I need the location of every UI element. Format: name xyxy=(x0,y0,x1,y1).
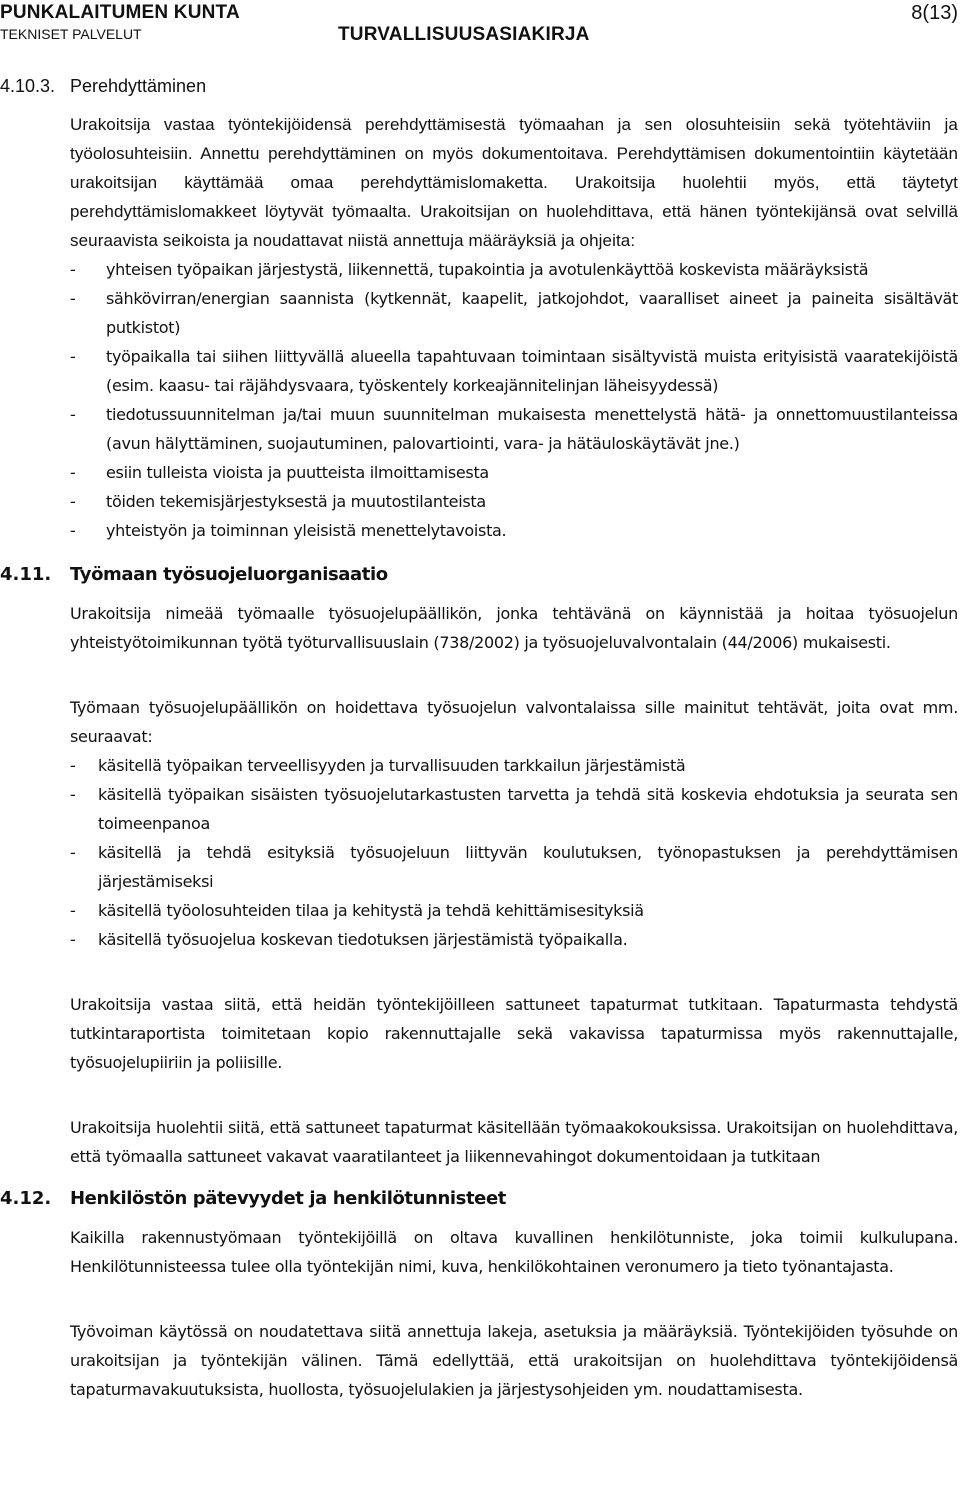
list-item: - tiedotussuunnitelman ja/tai muun suunnitelman mukaisesta menettelystä hätä- ja onnettomuustilanteissa (avun hälyttäminen, suojautuminen, palovartiointi, vara- ja hätäuloskäytävät jne.) xyxy=(70,400,958,458)
document-body xyxy=(0,72,958,1404)
section-number: 4.12. xyxy=(0,1188,52,1209)
section-title: Perehdyttäminen xyxy=(70,76,207,96)
list-item: - yhteisen työpaikan järjestystä, liikennettä, tupakointia ja avotulenkäyttöä koskevista määräyksistä xyxy=(70,255,958,284)
list-item: - käsitellä työolosuhteiden tilaa ja kehitystä ja tehdä kehittämisesityksiä xyxy=(70,896,958,925)
section-heading-4-12 xyxy=(0,1185,958,1213)
section-title: Henkilöstön pätevyydet ja henkilötunnisteet xyxy=(70,1188,506,1209)
section-number: 4.11. xyxy=(0,564,52,585)
bullet-list-safety-duties xyxy=(70,751,958,954)
paragraph: Urakoitsija huolehtii siitä, että sattuneet tapaturmat käsitellään työmaakokouksissa. Urakoitsijan on huolehdittava, että työmaalla sattuneet vakavat vaaratilanteet ja liikennevahingot dokumentoidaan ja tutkitaan xyxy=(70,1118,958,1166)
list-item: - yhteistyön ja toiminnan yleisistä menettelytavoista. xyxy=(70,516,958,545)
paragraph: Urakoitsija nimeää työmaalle työsuojelupäällikön, jonka tehtävänä on käynnistää ja hoitaa työsuojelun yhteistyötoimikunnan työtä työturvallisuuslain (738/2002) ja työsuojeluvalvontalain (44/2006) mukaisesti. xyxy=(70,604,958,652)
paragraph: Urakoitsija vastaa siitä, että heidän työntekijöilleen sattuneet tapaturmat tutkitaan. Tapaturmasta tehdystä tutkintaraportista toimitetaan kopio rakennuttajalle sekä vakavissa tapaturmissa myös rakennuttajalle, työsuojelupiiriin ja poliisille. xyxy=(70,995,958,1072)
bullet-list-induction xyxy=(70,255,958,545)
paragraph: Työmaan työsuojelupäällikön on hoidettava työsuojelun valvontalaissa sille mainitut tehtävät, joita ovat mm. seuraavat: xyxy=(70,698,958,746)
list-item: - käsitellä ja tehdä esityksiä työsuojeluun liittyvän koulutuksen, työnopastuksen ja perehdyttämisen järjestämiseksi xyxy=(70,838,958,896)
document-title: TURVALLISUUSASIAKIRJA xyxy=(338,24,590,45)
section-number: 4.10.3. xyxy=(0,76,56,96)
section-title: Työmaan työsuojeluorganisaatio xyxy=(70,564,388,585)
department-name: TEKNISET PALVELUT xyxy=(0,26,142,42)
list-item: - käsitellä työpaikan terveellisyyden ja turvallisuuden tarkkailun järjestämistä xyxy=(70,751,958,780)
page-number: 8(13) xyxy=(911,2,958,24)
list-item: - töiden tekemisjärjestyksestä ja muutostilanteista xyxy=(70,487,958,516)
list-item: - työpaikalla tai siihen liittyvällä alueella tapahtuvaan toimintaan sisältyvistä muista erityisistä vaaratekijöistä (esim. kaasu- tai räjähdysvaara, työskentely korkeajännitelinjan läheisyydessä) xyxy=(70,342,958,400)
list-item: - käsitellä työsuojelua koskevan tiedotuksen järjestämistä työpaikalla. xyxy=(70,925,958,954)
paragraph: Urakoitsija vastaa työntekijöidensä perehdyttämisestä työmaahan ja sen olosuhteisiin sekä työtehtäviin ja työolosuhteisiin. Annettu perehdyttäminen on myös dokumentoitava. Perehdyttämisen dokumentointiin käytetään urakoitsijan käyttämää omaa perehdyttämislomaketta. Urakoitsija huolehtii myös, että täytetyt perehdyttämislomakkeet löytyvät työmaalta. Urakoitsijan on huolehdittava, että hänen työntekijänsä ovat selvillä seuraavista seikoista ja noudattavat niistä annettuja määräyksiä ja ohjeita: xyxy=(70,115,958,250)
paragraph: Kaikilla rakennustyömaan työntekijöillä on oltava kuvallinen henkilötunniste, joka toimii kulkulupana. Henkilötunnisteessa tulee olla työntekijän nimi, kuva, henkilökohtainen veronumero ja tieto työnantajasta. xyxy=(70,1228,958,1276)
list-item: - sähkövirran/energian saannista (kytkennät, kaapelit, jatkojohdot, vaaralliset aineet ja paineita sisältävät putkistot) xyxy=(70,284,958,342)
section-heading-4-11 xyxy=(0,561,958,589)
organization-name: PUNKALAITUMEN KUNTA xyxy=(0,2,240,23)
section-heading-4-10-3 xyxy=(0,72,958,101)
list-item: - käsitellä työpaikan sisäisten työsuojelutarkastusten tarvetta ja tehdä sitä koskevia ehdotuksia ja seurata sen toimeenpanoa xyxy=(70,780,958,838)
list-item: - esiin tulleista vioista ja puutteista ilmoittamisesta xyxy=(70,458,958,487)
paragraph: Työvoiman käytössä on noudatettava siitä annettuja lakeja, asetuksia ja määräyksiä. Työntekijöiden työsuhde on urakoitsijan ja työntekijän välinen. Tämä edellyttää, että urakoitsijan on huolehdittava työntekijöidensä tapaturmavakuutuksista, huollosta, työsuojelulakien ja järjestysohjeiden ym. noudattamisesta. xyxy=(70,1322,958,1399)
